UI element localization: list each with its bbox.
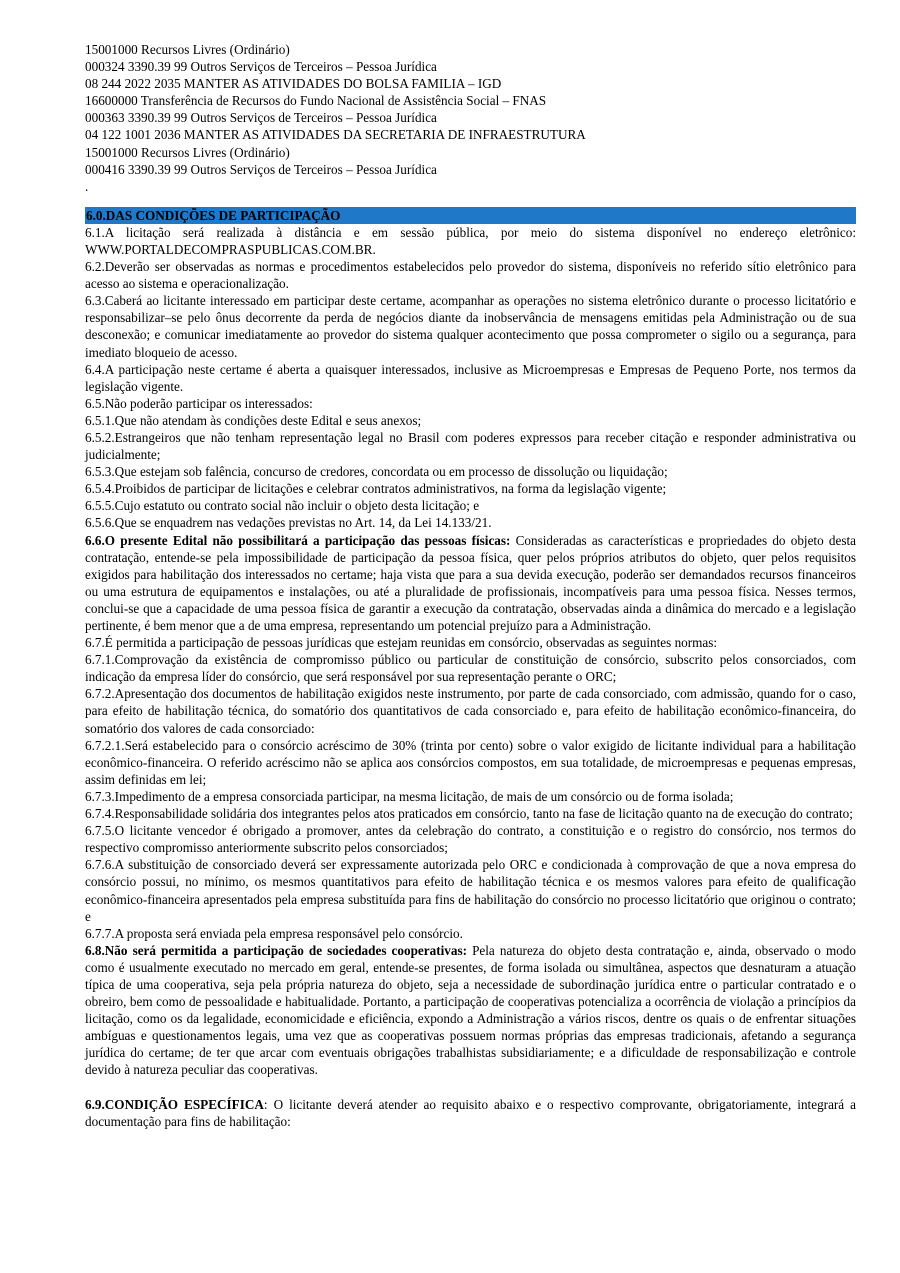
document-page <box>85 41 856 1130</box>
budget-line: 15001000 Recursos Livres (Ordinário) <box>85 42 290 57</box>
clause-6-7-4: 6.7.4.Responsabilidade solidária dos integrantes pelos atos praticados em consórcio, tanto na fase de licitação quanto na de execução do contrato; <box>85 806 853 822</box>
clause-6-7-6: 6.7.6.A substituição de consorciado deverá ser expressamente autorizada pelo ORC e condicionada à comprovação de que a nova empresa do consórcio possui, no mínimo, os mesmos quantitativos para efeito de habilitação técnica e os mesmos valores para efeito de qualificação econômico-financeira apresentados pela empresa substituída para fins de habilitação do consórcio no processo licitatório que originou o contrato; e <box>85 857 856 924</box>
clause-6-9-text: : O licitante deverá atender ao requisito abaixo e o respectivo comprovante, obrigatoriamente, integrará a documentação para fins de habilitação: <box>85 1096 857 1129</box>
clause-6-7-5: 6.7.5.O licitante vencedor é obrigado a promover, antes da celebração do contrato, a constituição e o registro do consórcio, nos termos do respectivo compromisso anteriormente subscrito pelos consorciados; <box>85 823 856 856</box>
clause-6-5-5: 6.5.5.Cujo estatuto ou contrato social não incluir o objeto desta licitação; e <box>85 498 480 514</box>
section-heading: 6.0.DAS CONDIÇÕES DE PARTICIPAÇÃO <box>85 207 856 224</box>
clause-6-9-title: 6.9.CONDIÇÃO ESPECÍFICA <box>85 1096 264 1112</box>
clause-6-5-6: 6.5.6.Que se enquadrem nas vedações previstas no Art. 14, da Lei 14.133/21. <box>85 515 492 531</box>
budget-line: . <box>85 178 89 194</box>
clause-6-1: 6.1.A licitação será realizada à distância e em sessão pública, por meio do sistema disponível no endereço eletrônico: WWW.PORTALDECOMPRASPUBLICAS.COM.BR. <box>85 224 856 257</box>
budget-line: 16600000 Transferência de Recursos do Fundo Nacional de Assistência Social – FNAS <box>85 93 547 109</box>
budget-line: 08 244 2022 2035 MANTER AS ATIVIDADES DO BOLSA FAMILIA – IGD <box>85 76 502 92</box>
clause-6-7-7: 6.7.7.A proposta será enviada pela empresa responsável pelo consórcio. <box>85 925 463 941</box>
clause-6-7-3: 6.7.3.Impedimento de a empresa consorciada participar, na mesma licitação, de mais de um consórcio ou de forma isolada; <box>85 788 734 804</box>
clause-6-8-text: Pela natureza do objeto desta contratação e, ainda, observado o modo como é usualmente executado no mercado em geral, entende-se presentes, de forma isolada ou simultânea, aspectos que desnaturam a atuação típica de uma cooperativa, seja pela própria natureza do objeto, seja a necessidade de subordinação jurídica entre o particular contratado e o obreiro, bem como de pessoalidade e habitualidade. Portanto, a participação de cooperativas potencializa a ocorrência de violação a princípios da licitação, como os da legalidade, economicidade e eficiência, expondo a Administração a vários riscos, dentre os quais o de enfrentar situações ambíguas e questionamentos legais, uma vez que as cooperativas possuem normas próprias das empresas tradicionais, afetando a segurança jurídica do certame; de ter que arcar com eventuais obrigações trabalhistas subsidiariamente; e a dificuldade de responsabilização e controle devido à natureza peculiar das cooperativas. <box>85 942 856 1078</box>
clause-6-5: 6.5.Não poderão participar os interessados: <box>85 395 313 411</box>
budget-line: 04 122 1001 2036 MANTER AS ATIVIDADES DA SECRETARIA DE INFRAESTRUTURA <box>85 127 586 143</box>
clause-6-9 <box>85 1096 856 1130</box>
paragraph-spacer <box>85 1079 856 1096</box>
clause-6-3: 6.3.Caberá ao licitante interessado em participar deste certame, acompanhar as operações no sistema eletrônico durante o processo licitatório e responsabilizar–se pelo ônus decorrente da perda de negócios diante da inobservância de mensagens emitidas pela Administração ou de sua desconexão; e comunicar imediatamente ao provedor do sistema qualquer acontecimento que possa comprometer o sigilo ou a segurança, para imediato bloqueio de acesso. <box>85 293 856 360</box>
clause-6-8-title: 6.8.Não será permitida a participação de sociedades cooperativas: <box>85 942 467 958</box>
clause-6-7-2: 6.7.2.Apresentação dos documentos de habilitação exigidos neste instrumento, por parte de cada consorciado, com admissão, quando for o caso, para efeito de habilitação técnica, do somatório dos quantitativos de cada consorciado e, para efeito de habilitação econômico-financeira, do somatório dos valores de cada consorciado: <box>85 686 856 736</box>
clause-6-8 <box>85 942 856 1079</box>
budget-line: 000416 3390.39 99 Outros Serviços de Terceiros – Pessoa Jurídica <box>85 161 437 177</box>
budget-line: 000324 3390.39 99 Outros Serviços de Terceiros – Pessoa Jurídica <box>85 59 437 75</box>
clause-6-6-title: 6.6.O presente Edital não possibilitará a participação das pessoas físicas: <box>85 532 511 548</box>
clause-6-4: 6.4.A participação neste certame é aberta a quaisquer interessados, inclusive as Microempresas e Empresas de Pequeno Porte, nos termos da legislação vigente. <box>85 361 856 394</box>
clause-6-5-3: 6.5.3.Que estejam sob falência, concurso de credores, concordata ou em processo de dissolução ou liquidação; <box>85 464 668 480</box>
budget-line: 15001000 Recursos Livres (Ordinário) <box>85 144 290 160</box>
clause-6-6-text: Consideradas as características e propriedades do objeto desta contratação, entende-se pela impossibilidade de participação da pessoa física, quer pelos próprios atributos do objeto, quer pelos requisitos exigidos para habilitação dos interessados no certame; haja vista que para a sua devida execução, poderão ser demandados recursos financeiros ou uma estrutura de equipamentos e instalações, ou até a pluralidade de profissionais, incompatíveis para uma pessoa física. Nesses termos, conclui-se que a capacidade de uma pessoa física de garantir a execução da contratação, observadas ainda a dinâmica do mercado e a legislação pertinente, é bem menor que a de uma empresa, representando um potencial prejuízo para a Administração. <box>85 532 856 633</box>
clause-6-6 <box>85 532 856 635</box>
clause-6-5-1: 6.5.1.Que não atendam às condições deste Edital e seus anexos; <box>85 412 422 428</box>
clause-6-7: 6.7.É permitida a participação de pessoas jurídicas que estejam reunidas em consórcio, observadas as seguintes normas: <box>85 635 718 651</box>
clause-6-7-2-1: 6.7.2.1.Será estabelecido para o consórcio acréscimo de 30% (trinta por cento) sobre o valor exigido de licitante individual para a habilitação econômico-financeira. O referido acréscimo não se aplica aos consórcios compostos, em sua totalidade, de microempresas e pequenas empresas, assim definidas em lei; <box>85 737 856 787</box>
clause-6-5-2: 6.5.2.Estrangeiros que não tenham representação legal no Brasil com poderes expressos para receber citação e responder administrativa ou judicialmente; <box>85 429 856 463</box>
budget-lines <box>85 41 856 195</box>
budget-line: 000363 3390.39 99 Outros Serviços de Terceiros – Pessoa Jurídica <box>85 110 437 126</box>
clause-6-5-4: 6.5.4.Proibidos de participar de licitações e celebrar contratos administrativos, na forma da legislação vigente; <box>85 481 667 497</box>
clause-6-2: 6.2.Deverão ser observadas as normas e procedimentos estabelecidos pelo provedor do sistema, disponíveis no referido sítio eletrônico para acesso ao sistema e operacionalização. <box>85 259 856 292</box>
clause-6-7-1: 6.7.1.Comprovação da existência de compromisso público ou particular de constituição de consórcio, subscrito pelos consorciados, com indicação da empresa líder do consórcio, que será responsável por sua representação perante o ORC; <box>85 652 856 685</box>
